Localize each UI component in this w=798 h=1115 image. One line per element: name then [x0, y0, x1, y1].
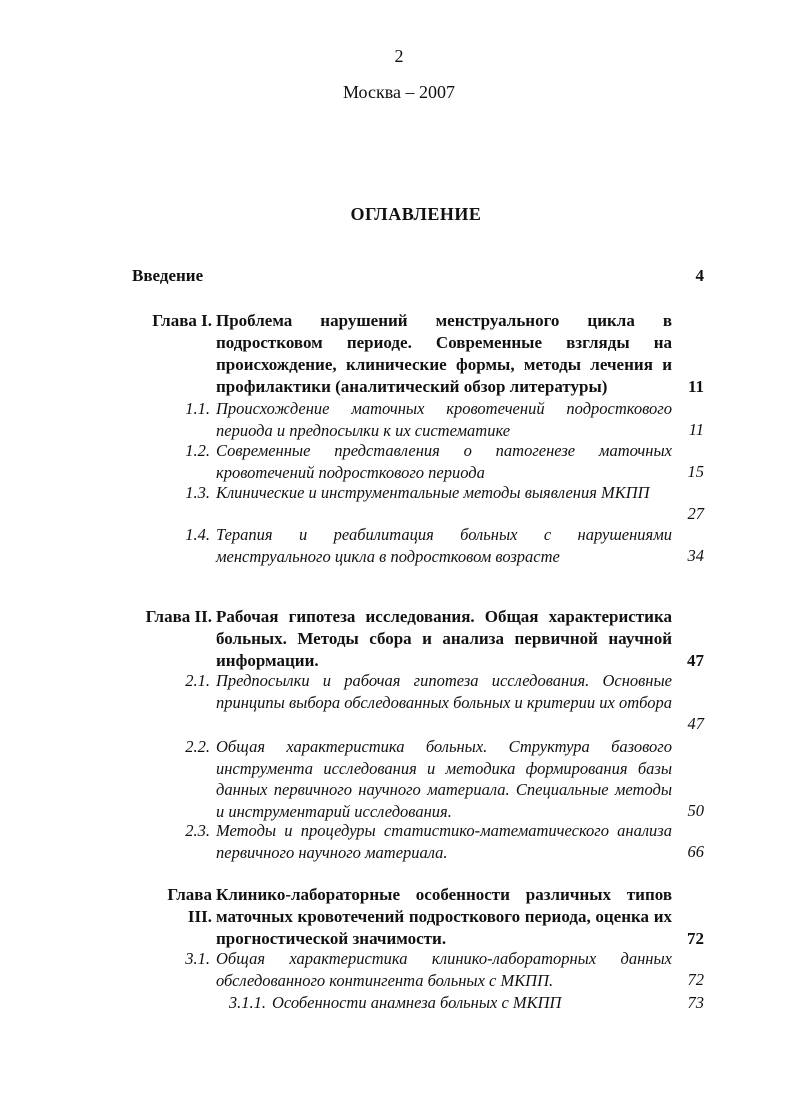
section-page: 47 [687, 714, 704, 733]
section-title: Современные представления о патогенезе маточных кровотечений подросткового периода [216, 441, 672, 482]
toc-intro-page: 4 [695, 266, 704, 285]
section-page: 66 [687, 842, 704, 861]
toc-chapter-2 [136, 606, 704, 674]
section-page: 34 [687, 546, 704, 565]
chapter-2-page: 47 [687, 651, 704, 670]
section-number: 2.3. [185, 821, 210, 840]
section-page: 11 [688, 420, 704, 439]
chapter-2-title: Рабочая гипотеза исследования. Общая характеристика больных. Методы сбора и анализа первичной научной информации. [216, 607, 672, 670]
section-page: 15 [687, 462, 704, 481]
toc-intro-entry [132, 266, 704, 286]
toc-section-2-1 [170, 670, 704, 736]
chapter-3-label-line1: Глава [167, 885, 212, 904]
section-page: 27 [687, 504, 704, 523]
chapter-3-page: 72 [687, 929, 704, 948]
page-number: 2 [394, 46, 404, 66]
toc-section-2-2 [170, 736, 704, 824]
section-title: Методы и процедуры статистико-математического анализа первичного научного материала. [216, 821, 672, 862]
section-number: 1.4. [185, 525, 210, 544]
chapter-3-title: Клинико-лабораторные особенности различных типов маточных кровотечений подросткового периода, оценка их прогностической значимости. [216, 885, 672, 948]
section-title: Предпосылки и рабочая гипотеза исследования. Основные принципы выбора обследованных больных и критерии их отбора [216, 671, 672, 712]
toc-section-2-3 [170, 820, 704, 864]
chapter-1-title: Проблема нарушений менструального цикла в подростковом периоде. Современные взгляды на происхождение, клинические формы, методы лечения и профилактики (аналитический обзор литературы) [216, 311, 672, 396]
section-title: Происхождение маточных кровотечений подросткового периода и предпосылки к их систематике [216, 399, 672, 440]
section-number: 2.2. [185, 737, 210, 756]
section-number: 1.2. [185, 441, 210, 460]
toc-section-1-1 [170, 398, 704, 442]
section-title: Терапия и реабилитация больных с нарушениями менструального цикла в подростковом возрасте [216, 525, 672, 566]
section-page: 73 [687, 993, 704, 1012]
section-page: 72 [687, 970, 704, 989]
toc-section-1-4 [170, 524, 704, 568]
chapter-1-page: 11 [687, 377, 704, 396]
chapter-2-label: Глава II. [145, 607, 212, 626]
toc-section-1-3 [170, 482, 704, 526]
chapter-1-label: Глава I. [152, 311, 212, 330]
toc-chapter-1 [140, 310, 704, 400]
toc-section-3-1-1 [170, 992, 704, 1014]
chapter-3-label-line2: III. [187, 907, 212, 926]
toc-title: ОГЛАВЛЕНИЕ [350, 204, 482, 224]
section-number: 3.1.1. [228, 993, 266, 1012]
section-title: Клинические и инструментальные методы выявления МКПП [216, 483, 650, 502]
section-number: 1.3. [185, 483, 210, 502]
section-number: 1.1. [185, 399, 210, 418]
section-title: Общая характеристика больных. Структура базового инструмента исследования и методика формирования базы данных первичного научного материала. Специальные методы и инструментарий исследования. [216, 737, 672, 821]
toc-section-1-2 [170, 440, 704, 484]
section-title: Общая характеристика клинико-лабораторных данных обследованного контингента больных с МКПП. [216, 949, 672, 990]
section-page: 50 [687, 801, 704, 820]
toc-chapter-3 [158, 884, 704, 952]
section-title: Особенности анамнеза больных с МКПП [272, 993, 562, 1012]
city-year: Москва – 2007 [343, 82, 455, 102]
section-number: 3.1. [185, 949, 210, 968]
section-number: 2.1. [185, 671, 210, 690]
toc-section-3-1 [170, 948, 704, 992]
toc-intro-label: Введение [132, 266, 204, 285]
